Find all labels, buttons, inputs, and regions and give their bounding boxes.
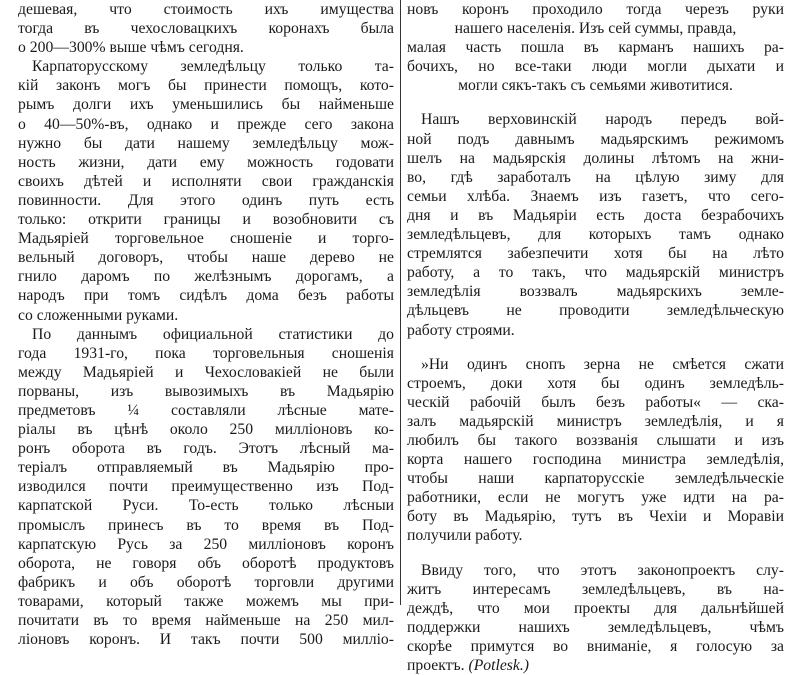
text-line: стремлятся забезпечити хотя бы на лѣто bbox=[407, 245, 784, 263]
text-line: ческій рабочій былъ безъ работы« — ска- bbox=[407, 393, 784, 411]
text-line: ліоновъ коронъ. И такъ почти 500 милліо- bbox=[18, 631, 394, 649]
text-line: народъ при томъ сидѣлъ дома безъ работы bbox=[18, 287, 394, 305]
text-line: Мадьяріей торговельное сношеніе и торго- bbox=[18, 230, 394, 248]
paragraph-statistics bbox=[18, 325, 394, 650]
left-column bbox=[18, 0, 394, 649]
text-line: ной подъ давнымъ мадьярскимъ режимомъ bbox=[407, 130, 784, 148]
text-line: теріалъ отправляемый въ Мадьярію про- bbox=[18, 459, 394, 477]
right-column bbox=[407, 0, 784, 675]
text-line: новъ коронъ проходило тогда черезъ руки bbox=[407, 1, 784, 18]
text-line: работники, если не могутъ уже идти на ра- bbox=[407, 489, 784, 507]
text-line: во, гдѣ заработалъ на цѣлую зиму для bbox=[407, 168, 784, 186]
paragraph-gap bbox=[407, 546, 784, 561]
text-line: Ввиду того, что этотъ законопроектъ слу- bbox=[421, 561, 784, 579]
text-line: нужно бы дати нашему земледѣльцу мож- bbox=[18, 134, 394, 152]
text-line: корта нашего господина министра земледѣлія, bbox=[407, 451, 784, 469]
text-line: бочихъ, но все-таки люди могли дыхати и bbox=[407, 58, 784, 76]
text-line: любилъ бы такого воззванія слышати и изъ bbox=[407, 431, 784, 449]
text-line: шелъ на мадьярскія долины лѣтомъ на жни- bbox=[407, 149, 784, 167]
text-line: получили работу. bbox=[407, 527, 523, 545]
paragraph-farmer-law bbox=[18, 57, 394, 324]
text-line: промыслъ принесъ въ то время въ Под- bbox=[18, 516, 394, 534]
text-line: карпатскую Русь за 250 милліоновъ коронъ bbox=[18, 535, 394, 553]
text-line: кій законъ могъ бы принести помощъ, кото- bbox=[18, 77, 394, 95]
paragraph-gap bbox=[407, 340, 784, 355]
text-line: ріалы въ цѣнѣ около 250 милліоновъ ко- bbox=[18, 421, 394, 439]
text-line: рымъ долги ихъ уменьшились бы наймeньше bbox=[18, 96, 394, 114]
text-line: фабрикъ и объ оборотѣ торговли другими bbox=[18, 573, 394, 591]
text-line: нашего населенія. Изъ сей суммы, правда, bbox=[454, 20, 737, 38]
text-line: »Ни одинъ снопъ зерна не смѣется сжати bbox=[421, 355, 784, 373]
text-line: года 1931-го, пока торговельныя сношенія bbox=[18, 344, 394, 362]
text-line: деждѣ, что мои проекты для дальнѣйшей bbox=[407, 599, 784, 617]
text-line: о 200—300% выше чѣмъ сегодня. bbox=[18, 39, 244, 57]
text-line: своихъ дѣтей и исполняти свои гражданскія bbox=[18, 172, 394, 190]
text-line: житъ интересамъ земледѣльцевъ, въ на- bbox=[407, 580, 784, 598]
text-line: оборота, не говоря объ оборотѣ продуктовъ bbox=[18, 554, 394, 572]
text-line: между Мадьяріей и Чехословакіей не были bbox=[18, 363, 394, 381]
text-line: дешевая, что стоимость ихъ имущества bbox=[18, 1, 394, 18]
text-line: о 40—50%-въ, однако и прежде сего закона bbox=[18, 115, 394, 133]
closing-text: проектъ. bbox=[407, 657, 465, 674]
text-line: скорѣе примутся во вниманіе, я голосую за bbox=[407, 637, 784, 655]
text-line: повинности. Для этого одинъ путь есть bbox=[18, 191, 394, 209]
text-line: только: открити границы и возобновити съ bbox=[18, 211, 394, 229]
text-line: Нашъ верховинскій народъ передъ вой- bbox=[421, 111, 784, 129]
text-line: Карпаторусскому земледѣльцу только та- bbox=[32, 58, 394, 76]
paragraph-conclusion bbox=[407, 561, 784, 675]
column-divider bbox=[400, 0, 401, 605]
text-line: работу, а то такъ, что мадьярскій министръ bbox=[407, 264, 784, 282]
text-line: товарами, который также можемъ мы при- bbox=[18, 592, 394, 610]
paragraph-gap bbox=[407, 95, 784, 110]
text-line: поддержки нашихъ земледѣльцевъ, чѣмъ bbox=[407, 618, 784, 636]
text-line: тогда въ чехословацкихъ коронахъ была bbox=[18, 20, 394, 38]
text-line: вельный договоръ, чтобы наше дерево не bbox=[18, 249, 394, 267]
text-line: порваны, изъ вывозимыхъ въ Мадьярію bbox=[18, 382, 394, 400]
paragraph-property-value bbox=[18, 0, 394, 57]
text-line: земледѣльцевъ, для которыхъ тамъ однако bbox=[407, 226, 784, 244]
text-line: чтобы наши карпаторусскіе земледѣльческіе bbox=[407, 470, 784, 488]
text-line: предметовъ ¼ составляли лѣсные мате- bbox=[18, 401, 394, 419]
text-line: карпатской Руси. То-есть только лѣсныи bbox=[18, 497, 394, 515]
text-line: залъ мадьярскій министръ земледѣлія, и я bbox=[407, 412, 784, 430]
text-line: гнило даромъ по желѣзнымъ дорогамъ, а bbox=[18, 268, 394, 286]
text-line: со сложенными руками. bbox=[18, 306, 179, 324]
applause-note: (Potlesk.) bbox=[468, 657, 530, 674]
text-line: ронъ оборота въ годъ. Этотъ лѣсный ма- bbox=[18, 440, 394, 458]
text-line bbox=[407, 656, 784, 675]
text-line: могли сякъ-такъ съ семьями животитися. bbox=[458, 77, 733, 95]
text-line: семьи хлѣба. Знаемъ изъ газетъ, что сего- bbox=[407, 187, 784, 205]
text-line: боту въ Мадьярію, тутъ въ Чехіи и Моравіи bbox=[407, 508, 784, 526]
text-line: По даннымъ официальной статистики до bbox=[32, 325, 394, 343]
text-line: работу строями. bbox=[407, 321, 515, 339]
text-line: малая часть пошла въ карманъ нашихъ ра- bbox=[407, 39, 784, 57]
paragraph-population bbox=[407, 0, 784, 95]
paragraph-minister-quote bbox=[407, 355, 784, 546]
paragraph-highlanders bbox=[407, 110, 784, 339]
text-line: дня и въ Мадьяріи есть доста безрабочихъ bbox=[407, 206, 784, 224]
text-line: изводился почти преимущественно изъ Под- bbox=[18, 478, 394, 496]
text-line: дѣльцевъ не проводити земледѣльческую bbox=[407, 302, 784, 320]
text-line: строемъ, доки хотя бы одинъ земледѣль- bbox=[407, 374, 784, 392]
text-line: ность жизни, дати ему можность годовати bbox=[18, 153, 394, 171]
text-line: почитати въ то время наймeньше на 250 мил- bbox=[18, 612, 394, 629]
text-line: земледѣлія воззвалъ мадьярскихъ земле- bbox=[407, 283, 784, 301]
